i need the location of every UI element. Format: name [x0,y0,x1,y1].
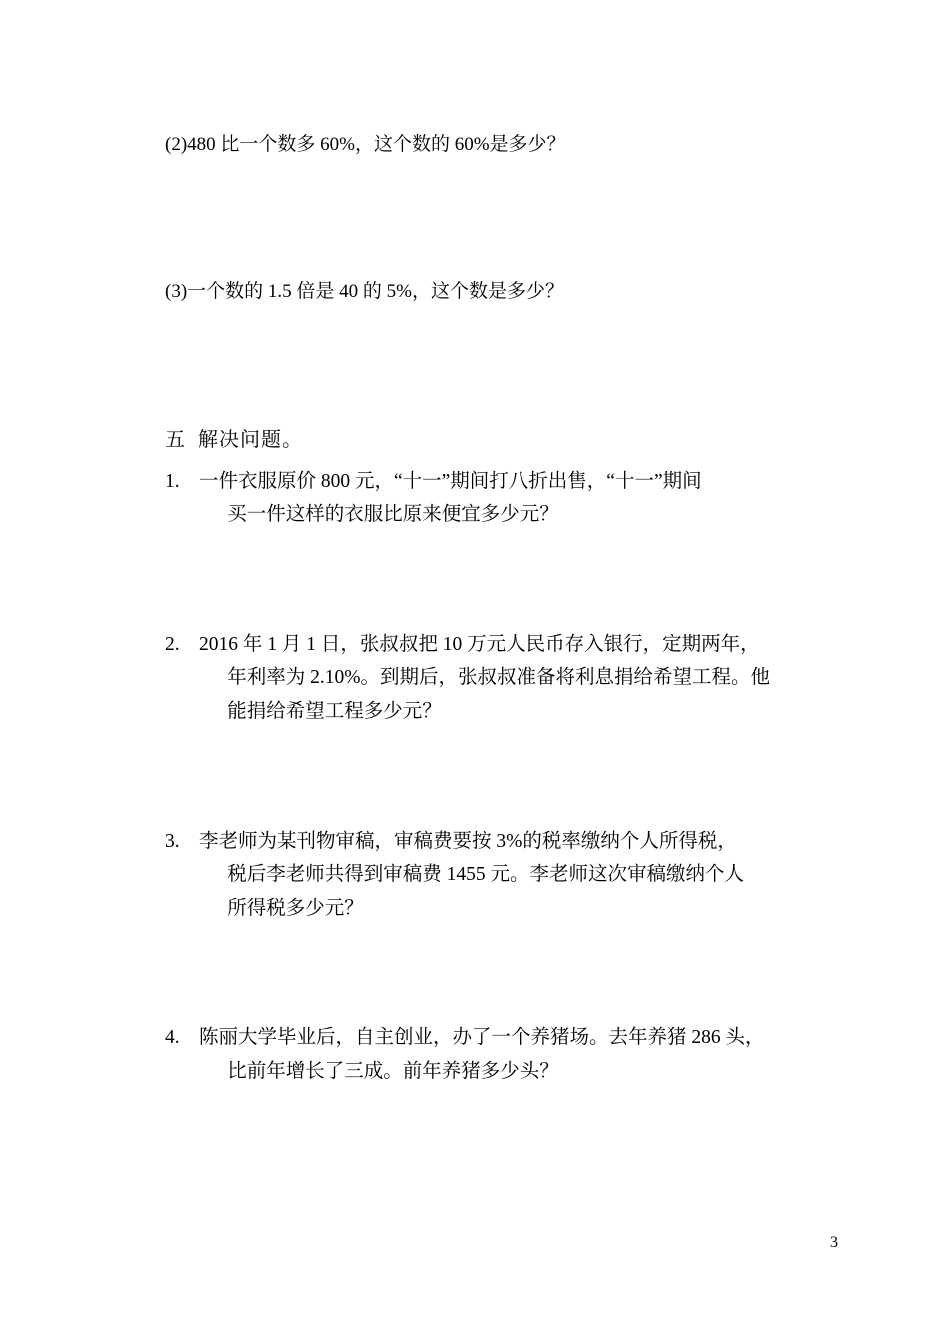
word-problem-3 [165,825,840,926]
word-problem-1-line-1: 一件衣服原价 800 元，“十一”期间打八折出售，“十一”期间 [199,470,702,492]
word-problem-2-line-1: 2016 年 1 月 1 日，张叔叔把 10 万元人民币存入银行，定期两年， [199,633,760,655]
word-problem-1-number: 1. [165,470,180,492]
word-problem-3-line-3: 所得税多少元？ [227,897,364,919]
word-problem-3-number: 3. [165,830,180,852]
fill-question-2-label: (2) [165,134,188,155]
section-heading [165,425,840,455]
word-problem-1-line-2: 买一件这样的衣服比原来便宜多少元？ [227,504,559,526]
word-problem-1-body [199,465,840,532]
word-problem-2-number: 2. [165,633,180,655]
word-problem-2-line-3: 能捐给希望工程多少元？ [227,701,442,722]
page-number: 3 [830,1234,838,1251]
word-problem-2-line-2: 年利率为 2.10%。到期后，张叔叔准备将利息捐给希望工程。他 [227,667,771,689]
fill-question-3-text: 一个数的 1.5 倍是 40 的 5%，这个数是多少？ [187,281,564,303]
word-problem-4-line-1: 陈丽大学毕业后，自主创业，办了一个养猪场。去年养猪 286 头， [199,1027,765,1049]
section-marker: 五 [165,428,186,451]
word-problem-2 [165,628,840,729]
section-title: 解决问题。 [198,428,303,451]
fill-question-3-label: (3) [165,281,188,303]
word-problem-4-line-2: 比前年增长了三成。前年养猪多少头？ [227,1060,559,1082]
word-problem-3-line-1: 李老师为某刊物审稿，审稿费要按 3%的税率缴纳个人所得税， [199,830,737,852]
word-problem-3-body [199,825,840,926]
word-problem-4 [165,1021,840,1088]
word-problem-4-number: 4. [165,1027,180,1049]
fill-question-2 [165,130,840,159]
fill-question-2-text: 480 比一个数多 60%，这个数的 60%是多少？ [187,134,566,155]
word-problem-2-body [199,628,840,729]
word-problem-4-body [199,1021,840,1088]
fill-question-3 [165,277,840,306]
word-problem-3-line-2: 税后李老师共得到审稿费 1455 元。李老师这次审稿缴纳个人 [227,864,745,886]
word-problem-1 [165,465,840,532]
